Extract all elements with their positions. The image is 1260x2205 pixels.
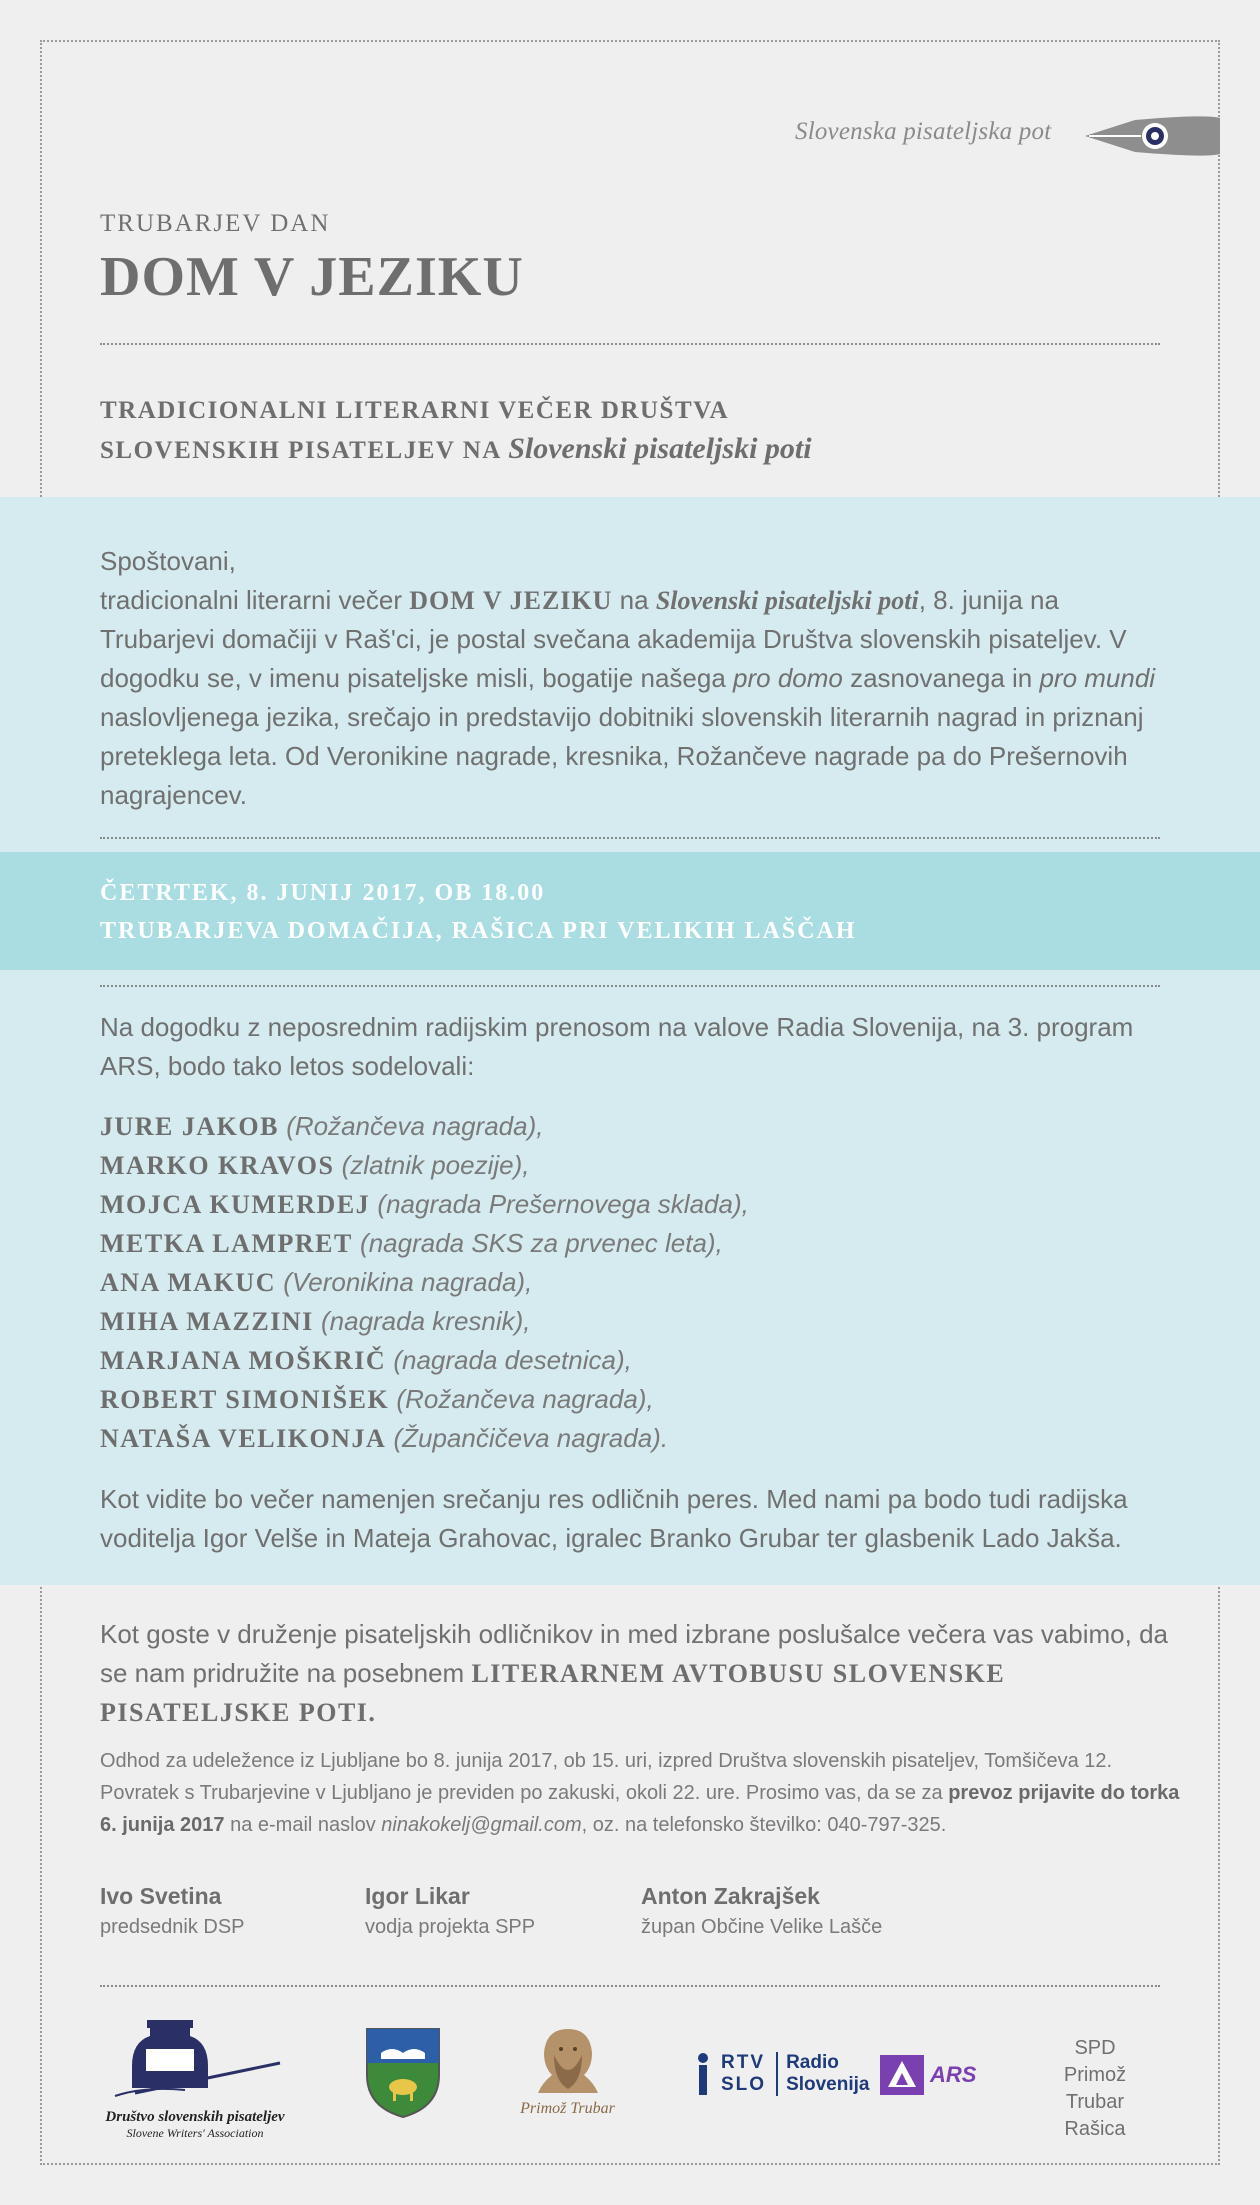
intro-text: na	[612, 585, 656, 615]
event-date: ČETRTEK, 8. JUNIJ 2017, OB 18.00	[100, 880, 546, 906]
rtv-line: RTV	[721, 2052, 765, 2073]
ars-emblem-icon	[880, 2055, 924, 2095]
dsp-name: Društvo slovenskih pisateljev	[105, 2109, 285, 2125]
registration-deadline: prevoz prijavite do torka 6. junija 2017	[100, 1782, 1180, 1836]
ars-text: ARS	[930, 2062, 977, 2087]
trubar-logo	[505, 2025, 630, 2118]
participant-name: MARJANA MOŠKRIČ	[100, 1346, 387, 1375]
participant-item	[100, 1224, 749, 1263]
event-name: DOM V JEZIKU	[409, 586, 613, 615]
radio-line: Radio	[786, 2052, 839, 2073]
participant-item	[100, 1341, 749, 1380]
signature-block	[365, 1880, 535, 1942]
participant-award: (Župančičeva nagrada).	[393, 1423, 669, 1453]
subtitle-italic: Slovenski pisateljski poti	[508, 432, 812, 465]
closing-text: Kot vidite bo večer namenjen srečanju res odličnih peres. Med nami pa bodo tudi radijska voditelja Igor Velše in Mateja Grahovac, igralec Branko Grubar ter glasbenik Lado Jakša.	[100, 1484, 1128, 1553]
participant-name: MIHA MAZZINI	[100, 1307, 314, 1336]
participant-item	[100, 1419, 749, 1458]
divider	[100, 343, 1160, 345]
event-location: TRUBARJEVA DOMAČIJA, RAŠICA PRI VELIKIH LAŠČAH	[100, 918, 857, 944]
signatory-role: predsednik DSP	[100, 1916, 245, 1938]
intro-text: , 8. junija na Trubarjevi domačiji v Raš'ci, je postal svečana akademija Društva slovenskih pisateljev. V dogodku se, v imenu pisateljske misli, bogatije našega	[100, 585, 1127, 693]
brand-label: Slovenska pisateljska pot	[795, 118, 1052, 145]
signatory-role: župan Občine Velike Lašče	[641, 1916, 883, 1938]
divider	[100, 985, 1160, 987]
signature-block	[641, 1880, 882, 1942]
broadcast-text: Na dogodku z neposrednim radijskim prenosom na valove Radia Slovenija, na 3. program ARS, bodo tako letos sodelovali:	[100, 1012, 1134, 1081]
latin-phrase: pro mundi	[1039, 663, 1156, 693]
subtitle-line: TRADICIONALNI LITERARNI VEČER DRUŠTVA	[100, 397, 729, 424]
divider	[100, 837, 1160, 839]
intro-text: zasnovanega in	[842, 663, 1040, 693]
participant-item	[100, 1302, 749, 1341]
intro-text: tradicionalni literarni večer	[100, 585, 410, 615]
inkwell-icon	[95, 2008, 295, 2103]
invite-paragraph	[100, 1615, 1170, 1732]
rtv-line: SLO	[721, 2074, 767, 2095]
participants-list	[100, 1107, 749, 1458]
municipality-crest	[365, 2027, 441, 2124]
route-name: Slovenski pisateljski poti	[655, 586, 919, 615]
spd-line: Rašica	[1064, 2118, 1126, 2140]
subtitle	[100, 392, 812, 470]
trubar-signature: Primož Trubar	[520, 2100, 615, 2117]
dsp-english-name: Slovene Writers' Association	[126, 2126, 264, 2140]
participant-award: (Rožančeva nagrada),	[396, 1384, 654, 1414]
microphone-person-icon	[695, 2052, 711, 2096]
intro-text: naslovljenega jezika, srečajo in predstavijo dobitniki slovenskih literarnih nagrad in priznanj preteklega leta. Od Veronikine nagrade, kresnika, Rožančeve nagrade pa do Prešernovih nagrajencev.	[100, 702, 1144, 810]
participant-item	[100, 1146, 749, 1185]
participant-item	[100, 1263, 749, 1302]
divider	[100, 1985, 1160, 1987]
participant-item	[100, 1185, 749, 1224]
signatory-role: vodja projekta SPP	[365, 1916, 536, 1938]
participant-award: (nagrada SKS za prvenec leta),	[360, 1228, 723, 1258]
signatory-name: Igor Likar	[365, 1883, 470, 1909]
participant-item	[100, 1380, 749, 1419]
participant-award: (Rožančeva nagrada),	[286, 1111, 544, 1141]
participant-name: NATAŠA VELIKONJA	[100, 1424, 387, 1453]
participant-award: (zlatnik poezije),	[341, 1150, 530, 1180]
participant-award: (nagrada desetnica),	[393, 1345, 632, 1375]
trubar-portrait-icon	[528, 2025, 608, 2095]
participant-name: METKA LAMPRET	[100, 1229, 353, 1258]
participant-name: MARKO KRAVOS	[100, 1151, 335, 1180]
radio-slovenija-text	[776, 2052, 869, 2096]
signatory-name: Ivo Svetina	[100, 1883, 222, 1909]
signatory-name: Anton Zakrajšek	[641, 1883, 820, 1909]
participant-name: ROBERT SIMONIŠEK	[100, 1385, 390, 1414]
rtv-slo-logo	[695, 2052, 869, 2096]
spd-logo	[1035, 2035, 1155, 2143]
participant-name: ANA MAKUC	[100, 1268, 276, 1297]
details-text: na e-mail naslov	[224, 1814, 382, 1836]
ars-logo	[880, 2055, 976, 2095]
subtitle-text: SLOVENSKIH PISATELJEV NA	[100, 437, 501, 464]
signature-block	[100, 1880, 245, 1942]
spd-line: Primož Trubar	[1063, 2064, 1127, 2113]
email-link[interactable]: ninakokelj@gmail.com	[381, 1814, 582, 1836]
details-text: , oz. na telefonsko številko: 040-797-325.	[581, 1814, 947, 1836]
participant-award: (nagrada Prešernovega sklada),	[377, 1189, 749, 1219]
dsp-logo	[95, 2008, 295, 2141]
rtv-text	[721, 2052, 766, 2096]
spd-line: SPD	[1074, 2037, 1116, 2059]
subtitle-line	[100, 430, 812, 470]
travel-details	[100, 1745, 1180, 1841]
coat-of-arms-icon	[365, 2027, 441, 2119]
intro-body	[100, 581, 1170, 815]
participant-award: (nagrada kresnik),	[320, 1306, 531, 1336]
participant-award: (Veronikina nagrada),	[283, 1267, 533, 1297]
participant-name: JURE JAKOB	[100, 1112, 279, 1141]
event-info	[100, 874, 857, 950]
greeting: Spoštovani,	[100, 546, 236, 576]
intro-paragraph	[100, 542, 1170, 815]
pen-nib-icon	[1085, 108, 1225, 164]
pretitle: TRUBARJEV DAN	[100, 210, 331, 237]
page-title: DOM V JEZIKU	[100, 246, 524, 308]
latin-phrase: pro domo	[733, 663, 843, 693]
details-text: Odhod za udeležence iz Ljubljane bo 8. junija 2017, ob 15. uri, izpred Društva slovenskih pisateljev, Tomšičeva 12. Povratek s Trubarjevine v Ljubljano je previden po zakuski, okoli 22. ure. Prosimo vas, da se za	[100, 1750, 1113, 1804]
invite-text: Kot goste v druženje pisateljskih odličnikov in med izbrane poslušalce večera vas vabimo, da se nam pridružite na posebnem	[100, 1619, 1169, 1688]
bus-name: LITERARNEM AVTOBUSU SLOVENSKE PISATELJSKE POTI.	[100, 1659, 1006, 1727]
radio-line: Slovenija	[786, 2074, 870, 2095]
participant-item	[100, 1107, 749, 1146]
participant-name: MOJCA KUMERDEJ	[100, 1190, 371, 1219]
